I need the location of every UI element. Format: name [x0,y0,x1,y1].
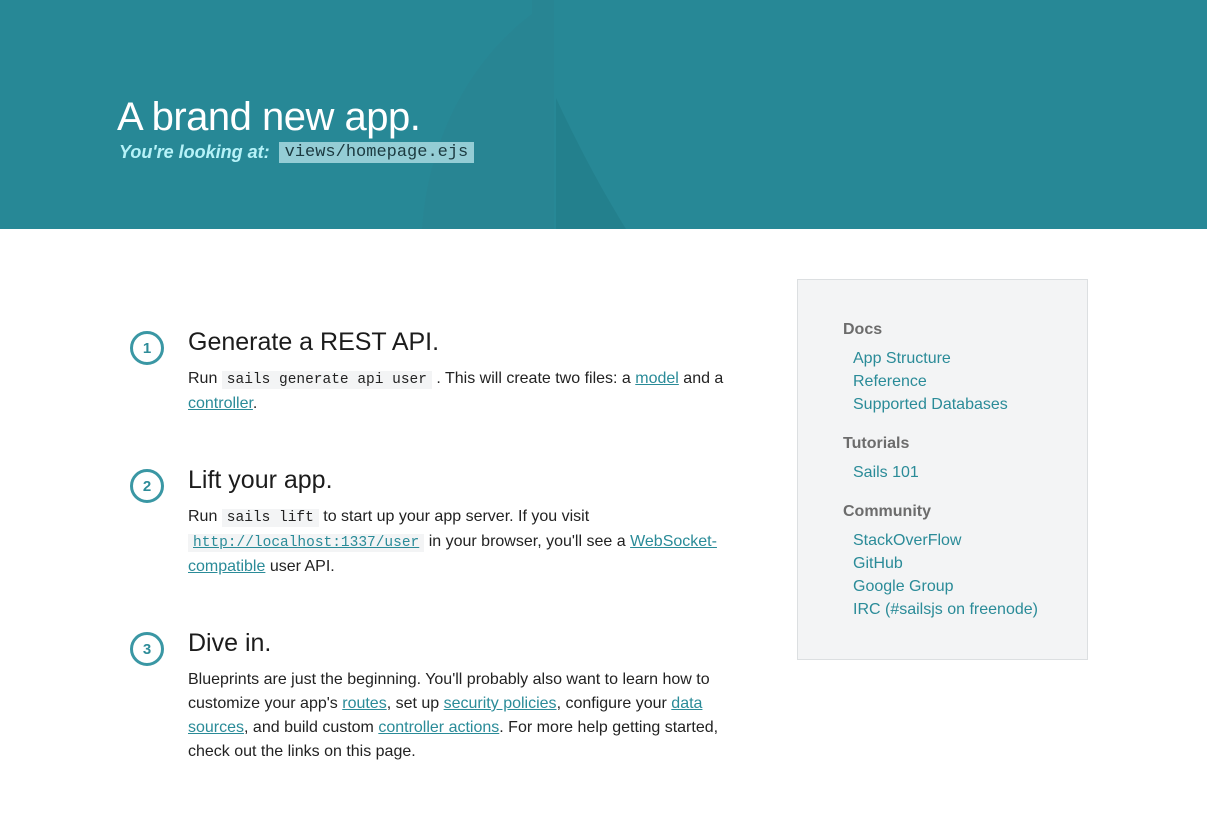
current-view-indicator [119,140,474,164]
model-link[interactable]: model [635,370,679,387]
step-title: Lift your app. [188,466,333,494]
step-title: Dive in. [188,629,272,657]
websocket-link[interactable]: WebSocket-compatible [188,533,717,575]
sidebar-link-google-group[interactable]: Google Group [853,578,954,595]
subtitle-label: You're looking at: [119,141,270,162]
controller-actions-link[interactable]: controller actions [378,719,500,736]
step-text: in your browser, you'll see a [424,533,631,550]
step-text: Run [188,508,222,525]
sidebar-link-irc[interactable]: IRC (#sailsjs on freenode) [853,601,1038,618]
security-policies-link[interactable]: security policies [443,695,557,712]
header-banner [0,0,1207,229]
sidebar-link-sails-101[interactable]: Sails 101 [853,464,919,481]
step-text: Run [188,370,222,387]
sidebar-link-supported-databases[interactable]: Supported Databases [853,396,1008,413]
step-text: . For more help getting started, check out the links on this page. [188,719,719,760]
command-code: sails lift [222,509,319,527]
controller-link[interactable]: controller [188,395,253,412]
sidebar-heading-community: Community [843,503,931,520]
sidebar-link-stackoverflow[interactable]: StackOverFlow [853,532,962,549]
data-sources-link[interactable]: data sources [188,695,703,736]
step-text: , set up [386,695,444,712]
sidebar-heading-tutorials: Tutorials [843,435,910,452]
step-description [188,668,728,764]
command-code: sails generate api user [222,371,432,389]
step-description [188,367,728,416]
step-text: , and build custom [244,719,379,736]
sidebar-link-reference[interactable]: Reference [853,373,927,390]
view-path-code: views/homepage.ejs [279,142,475,163]
sidebar-link-app-structure[interactable]: App Structure [853,350,951,367]
localhost-url-link[interactable]: http://localhost:1337/user [188,534,424,552]
step-number-badge: 2 [130,469,164,503]
step-title: Generate a REST API. [188,328,440,356]
page-title: A brand new app. [117,95,421,139]
sidebar-link-github[interactable]: GitHub [853,555,903,572]
sidebar-heading-docs: Docs [843,321,883,338]
step-text: Blueprints are just the beginning. You'll probably also want to learn how to customize your app's [188,671,710,712]
step-number-badge: 1 [130,331,164,365]
routes-link[interactable]: routes [342,695,387,712]
step-text: . [252,395,258,412]
resources-sidebar [797,279,1088,660]
step-text: user API. [265,558,335,575]
step-description [188,505,728,579]
step-text: to start up your app server. If you visit [318,508,590,525]
step-text: . This will create two files: a [431,370,636,387]
step-text: and a [678,370,724,387]
step-number-badge: 3 [130,632,164,666]
step-text: , configure your [556,695,672,712]
